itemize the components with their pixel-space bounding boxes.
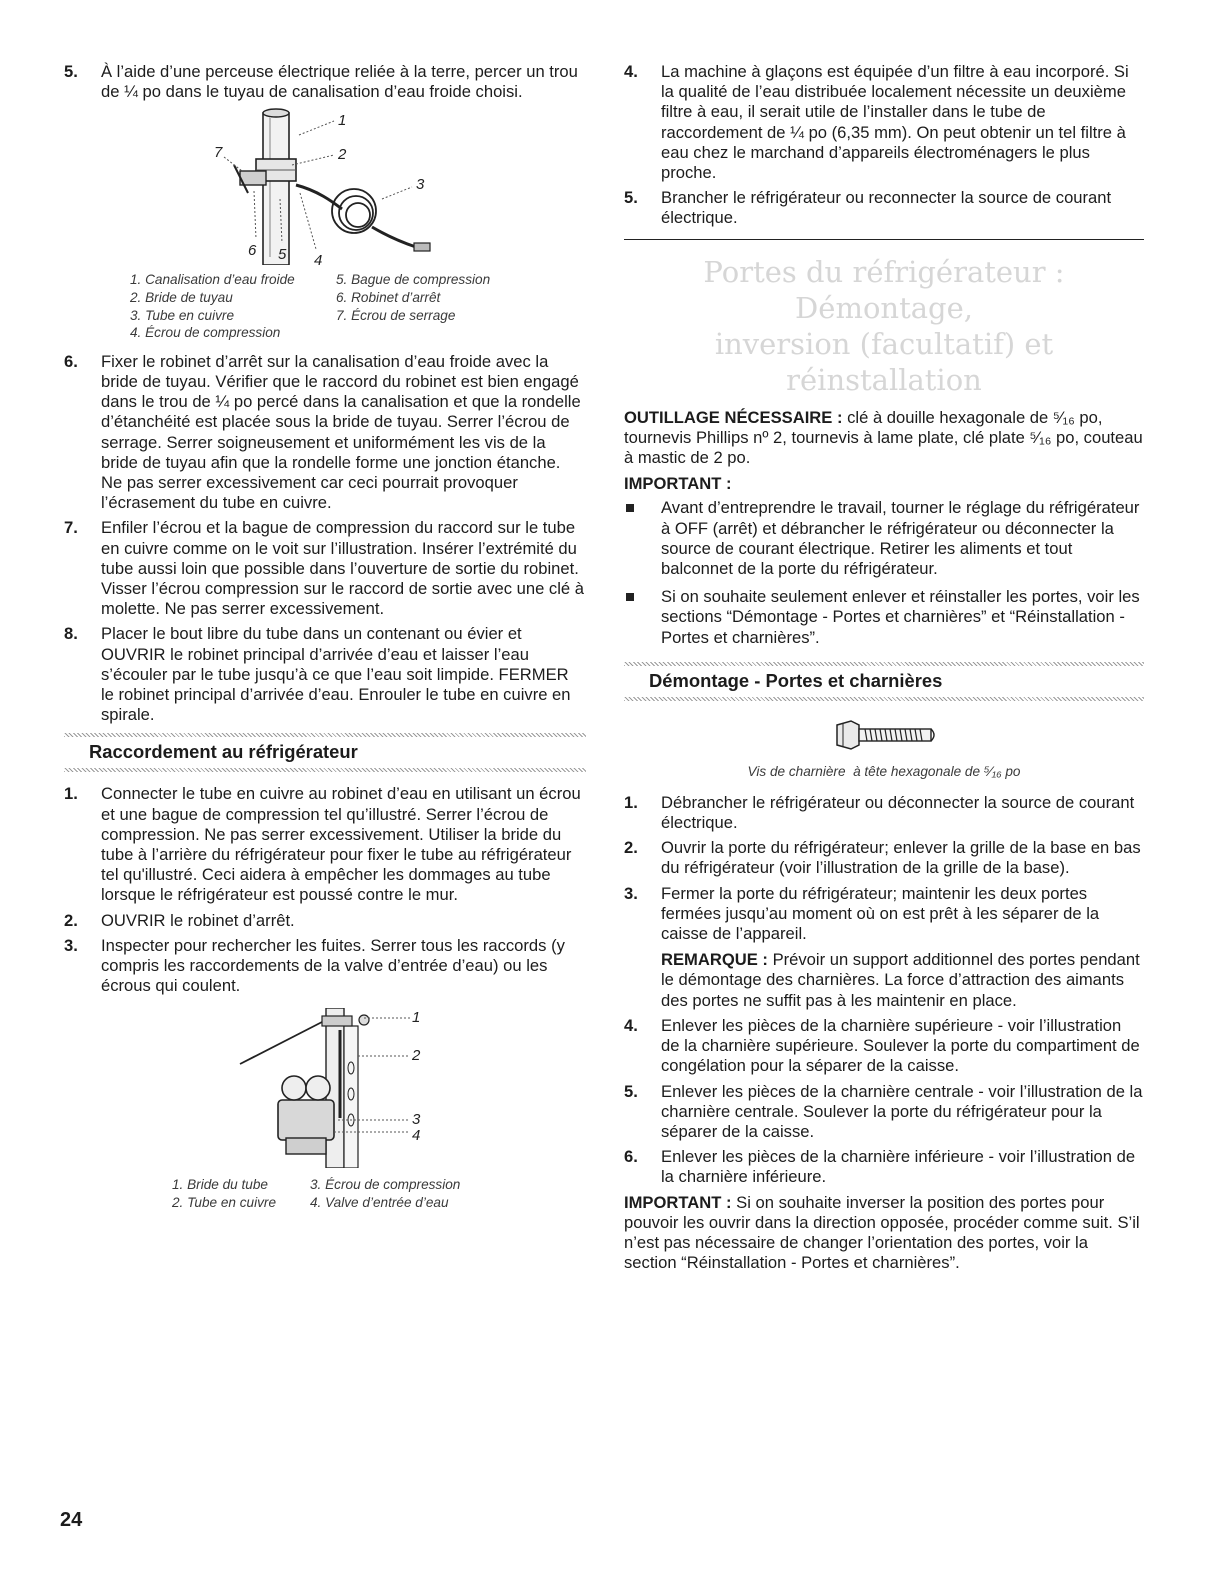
left-column <box>64 62 586 1212</box>
hatch-divider <box>64 733 586 737</box>
connection-step-2 <box>64 911 586 931</box>
legend-item: 2. Tube en cuivre <box>172 1195 277 1211</box>
legend-item: 5. Bague de compression <box>336 272 491 288</box>
removal-step-6 <box>624 1147 1144 1187</box>
step-text: Enfiler l’écrou et la bague de compression du raccord sur le tube en cuivre comme on le voit sur l’illustration. Insérer l’extrémité du tube aussi loin que possible dans l’ouverture de sortie du robinet. Visser l’écrou compression sur le raccord de sortie avec une clé à molette. Ne pas serrer excessivement. <box>101 518 584 619</box>
important-bullet <box>624 498 1144 579</box>
section-title: Raccordement au réfrigérateur <box>89 741 358 763</box>
step-number: 8. <box>64 624 78 644</box>
callout-4: 4 <box>412 1127 421 1145</box>
removal-step-3 <box>624 884 1144 1011</box>
remark-label: REMARQUE : <box>661 950 768 970</box>
step-text: Fixer le robinet d’arrêt sur la canalisation d’eau froide avec la bride de tuyau. Vérifier que le raccord du robinet est bien engagé dans le trou de ¼ po percé dans la canalisation et que la rondelle d’étanchéité est placée sous la bride de tuyau. Serrer l’écrou de serrage. Serrer soigneusement et uniformément les vis de la bride de tuyau afin que la rondelle forme une jonction étanche. Ne pas serrer excessivement car ceci pourrait provoquer l’écrasement du tube en cuivre. <box>101 351 581 513</box>
legend-item: 7. Écrou de serrage <box>336 307 456 323</box>
step-5-drill <box>64 62 586 102</box>
page-number: 24 <box>60 1509 83 1531</box>
removal-step-2 <box>624 838 1144 878</box>
hinge-screw-figure <box>624 719 1144 779</box>
step-text: Brancher le réfrigérateur ou reconnecter la source de courant électrique. <box>661 188 1112 228</box>
main-title-line: inversion (facultatif) et réinstallation <box>714 326 1054 397</box>
step-8 <box>64 624 586 725</box>
screw-caption: Vis de charnière à tête hexagonale de ⁵⁄₁₆ po <box>747 763 1021 779</box>
step-4-filter <box>624 62 1144 183</box>
main-title-line: Portes du réfrigérateur : Démontage, <box>703 254 1065 325</box>
step-number: 6. <box>64 351 78 371</box>
tools-paragraph <box>624 408 1144 469</box>
callout-4: 4 <box>314 252 323 266</box>
bullet-text: Si on souhaite seulement enlever et réinstaller les portes, voir les sections “Démontage - Portes et charnières” et “Réinstallation - Portes et charnières”. <box>661 587 1140 647</box>
section-title: Démontage - Portes et charnières <box>649 669 943 691</box>
step-number: 4. <box>624 1015 638 1035</box>
important-label: IMPORTANT : <box>624 1192 732 1212</box>
legend-item: 2. Bride de tuyau <box>130 290 233 305</box>
step-text: À l’aide d’une perceuse électrique reliée à la terre, percer un trou de ¼ po dans le tuyau de canalisation d’eau froide choisi. <box>101 62 578 102</box>
callout-3: 3 <box>412 1111 421 1129</box>
step-number: 1. <box>624 792 638 812</box>
step-text: Débrancher le réfrigérateur ou déconnecter la source de courant électrique. <box>661 792 1135 833</box>
hatch-divider <box>624 662 1144 666</box>
figure-1-legend <box>130 271 586 341</box>
callout-1: 1 <box>338 112 347 130</box>
main-title <box>624 254 1144 398</box>
step-number: 7. <box>64 518 78 538</box>
callout-2: 2 <box>338 146 347 164</box>
callout-1: 1 <box>412 1009 421 1027</box>
callout-3: 3 <box>416 176 425 194</box>
tools-text: clé à douille hexagonale de ⁵⁄₁₆ po, tournevis Phillips nº 2, tournevis à lame plate, clé plate ⁵⁄₁₆ po, couteau à mastic de 2 po. <box>624 407 1143 468</box>
step-text: Placer le bout libre du tube dans un contenant ou évier et OUVRIR le robinet principal d’arrivée d’eau et laisser l’eau s’écouler par le tube jusqu’à ce que l’eau soit limpide. FERMER le robinet principal d’arrivée d’eau. Enrouler le tube en cuivre en spirale. <box>101 624 571 725</box>
step-number: 2. <box>624 838 638 858</box>
step-number: 3. <box>624 883 638 903</box>
removal-step-1 <box>624 793 1144 833</box>
connection-step-3 <box>64 936 586 997</box>
step-text: Enlever les pièces de la charnière supérieure - voir l’illustration de la charnière supérieure. Soulever la porte du compartiment de congélation pour la séparer de la caisse. <box>661 1015 1140 1076</box>
step-number: 5. <box>624 188 638 208</box>
legend-item: 1. Canalisation d’eau froide <box>130 272 295 288</box>
legend-item: 3. Tube en cuivre <box>130 307 235 323</box>
step-5-power <box>624 188 1144 228</box>
removal-step-5 <box>624 1082 1144 1143</box>
step-number: 2. <box>64 910 78 930</box>
important-label: IMPORTANT : <box>624 474 732 494</box>
tools-label: OUTILLAGE NÉCESSAIRE : <box>624 407 843 427</box>
legend-item: 4. Valve d’entrée d’eau <box>310 1195 449 1211</box>
right-column <box>624 62 1144 1279</box>
removal-step-4 <box>624 1016 1144 1077</box>
connection-step-1 <box>64 784 586 905</box>
remark-note <box>661 950 1144 1011</box>
legend-item: 3. Écrou de compression <box>310 1177 461 1193</box>
inlet-valve-figure <box>64 1008 586 1168</box>
step-text: Connecter le tube en cuivre au robinet d’eau en utilisant un écrou et une bague de compression tel qu’illustré. Serrer l’écrou de compression. Ne pas serrer excessivement. Utiliser la bride du tube à l’arrière du réfrigérateur pour fixer le tube au réfrigérateur tel qu'illustré. Ceci aidera à empêcher les dommages au tube lorsque le réfrigérateur est poussé contre le mur. <box>101 784 581 905</box>
legend-item: 4. Écrou de compression <box>130 325 281 341</box>
section-heading-connection <box>64 733 586 772</box>
step-number: 6. <box>624 1147 638 1167</box>
step-text: Ouvrir la porte du réfrigérateur; enlever la grille de la base en bas du réfrigérateur (voir l’illustration de la grille de la base). <box>661 838 1141 878</box>
bullet-square-icon <box>626 593 634 601</box>
bullet-square-icon <box>626 504 634 512</box>
step-number: 1. <box>64 784 78 804</box>
step-number: 3. <box>64 935 78 955</box>
step-text: La machine à glaçons est équipée d’un filtre à eau incorporé. Si la qualité de l’eau distribuée localement nécessite un deuxième filtre à eau, il serait utile de l’installer dans le tube de raccordement de ¼ po (6,35 mm). On peut obtenir un tel filtre à eau chez le marchand d’appareils électroménagers le plus proche. <box>661 62 1129 183</box>
inlet-valve-illustration <box>64 1008 586 1168</box>
legend-item: 6. Robinet d’arrêt <box>336 290 441 305</box>
step-text: Enlever les pièces de la charnière inférieure - voir l’illustration de la charnière inférieure. <box>661 1147 1136 1187</box>
callout-7: 7 <box>214 144 223 162</box>
hatch-divider <box>624 697 1144 701</box>
section-rule <box>624 239 1144 240</box>
callout-5: 5 <box>278 246 287 264</box>
figure-2-legend <box>172 1176 586 1211</box>
important-bullet <box>624 587 1144 648</box>
remark-text: Prévoir un support additionnel des portes pendant le démontage des charnières. La force d’attraction des aimants des portes ne suffit pas à les maintenir en place. <box>661 950 1140 1010</box>
step-number: 4. <box>624 62 638 81</box>
important-text: Si on souhaite inverser la position des portes pour pouvoir les ouvrir dans la direction opposée, procéder comme suit. S’il n’est pas nécessaire de changer l’orientation des portes, voir la section “Réinstallation - Portes et charnières”. <box>624 1192 1140 1273</box>
step-text: Inspecter pour rechercher les fuites. Serrer tous les raccords (y compris les raccordements de la valve d’entrée d’eau) ou les écrous qui coulent. <box>101 935 565 996</box>
callout-6: 6 <box>248 242 257 260</box>
legend-item: 1. Bride du tube <box>172 1177 268 1193</box>
step-text: Fermer la porte du réfrigérateur; maintenir les deux portes fermées jusqu’au moment où on est prêt à les séparer de la caisse de l’appareil. <box>661 883 1100 944</box>
shutoff-valve-figure <box>64 107 586 265</box>
step-7 <box>64 518 586 619</box>
callout-2: 2 <box>412 1047 421 1065</box>
step-number: 5. <box>64 62 78 81</box>
hex-screw-illustration <box>829 719 939 751</box>
section-heading-removal <box>624 662 1144 701</box>
hatch-divider <box>64 768 586 772</box>
bullet-text: Avant d’entreprendre le travail, tourner le réglage du réfrigérateur à OFF (arrêt) et débrancher le réfrigérateur ou déconnecter la source de courant électrique. Retirer les aliments et tout balconnet de la porte du réfrigérateur. <box>661 498 1140 579</box>
step-text: Enlever les pièces de la charnière centrale - voir l’illustration de la charnière centrale. Soulever la porte du réfrigérateur pour la séparer de la caisse. <box>661 1081 1143 1141</box>
important-reverse-note <box>624 1193 1144 1274</box>
shutoff-valve-illustration <box>64 107 586 265</box>
step-number: 5. <box>624 1081 638 1101</box>
step-6 <box>64 352 586 514</box>
step-text: OUVRIR le robinet d’arrêt. <box>101 910 295 930</box>
